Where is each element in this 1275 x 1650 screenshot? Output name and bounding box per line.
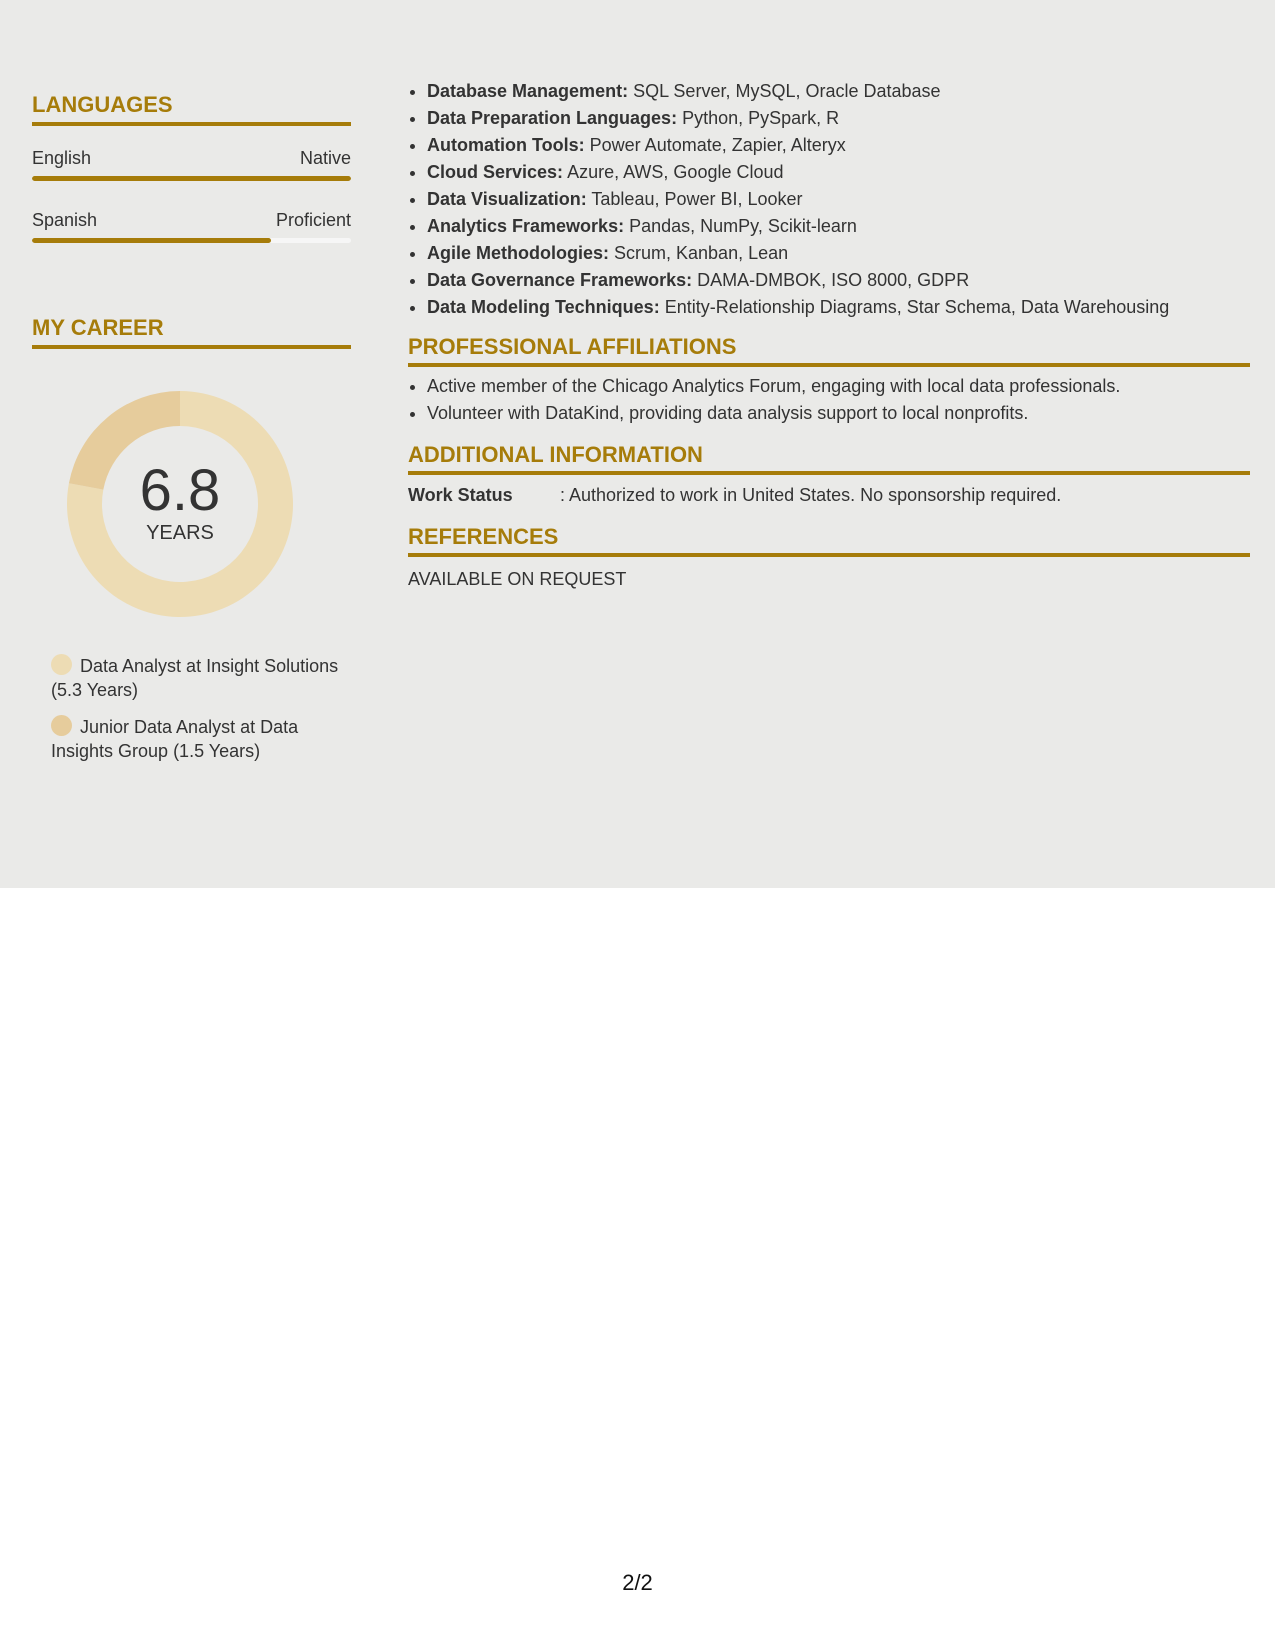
- language-bar: [32, 238, 351, 243]
- references-title: REFERENCES: [408, 523, 1250, 557]
- skill-item: [427, 213, 1250, 240]
- legend-label: Data Analyst at Insight Solutions (5.3 Years): [51, 656, 339, 700]
- skill-key: Cloud Services:: [427, 162, 564, 182]
- language-row: [32, 146, 351, 170]
- skill-item: [427, 294, 1250, 321]
- legend-label: Junior Data Analyst at Data Insights Group (1.5 Years): [51, 717, 299, 761]
- right-column: [408, 78, 1250, 591]
- legend-dot-icon: [51, 654, 72, 675]
- skill-value: Power Automate, Zapier, Alteryx: [589, 135, 846, 155]
- skills-list: [408, 78, 1250, 321]
- skill-key: Data Modeling Techniques:: [427, 297, 660, 317]
- legend-item: [51, 654, 341, 702]
- affiliation-item: • Volunteer with DataKind, providing data analysis support to local nonprofits.: [427, 400, 1250, 427]
- skill-value: Python, PySpark, R: [682, 108, 840, 128]
- skill-item: [427, 105, 1250, 132]
- language-item-english: [32, 146, 351, 181]
- work-status-key: Work Status: [408, 485, 513, 505]
- affiliation-item: • Active member of the Chicago Analytics Forum, engaging with local data professionals.: [427, 373, 1250, 400]
- skill-key: Automation Tools:: [427, 135, 585, 155]
- skill-key: Database Management:: [427, 81, 629, 101]
- legend-item: [51, 715, 341, 763]
- work-status-value: : Authorized to work in United States. No sponsorship required.: [560, 485, 1062, 505]
- skill-item: [427, 267, 1250, 294]
- language-name: Spanish: [32, 210, 98, 230]
- career-years-unit: YEARS: [146, 522, 214, 544]
- language-bar-fill: [32, 176, 351, 181]
- skill-value: SQL Server, MySQL, Oracle Database: [633, 81, 941, 101]
- skill-item: [427, 78, 1250, 105]
- career-title: MY CAREER: [32, 315, 351, 349]
- language-bar: [32, 176, 351, 181]
- skill-value: Entity-Relationship Diagrams, Star Schema, Data Warehousing: [664, 297, 1170, 317]
- skill-value: Azure, AWS, Google Cloud: [567, 162, 784, 182]
- left-column: [32, 92, 351, 763]
- language-bar-fill: [32, 238, 271, 243]
- language-level: Native: [299, 148, 351, 168]
- language-level: Proficient: [275, 210, 351, 230]
- skill-value: Scrum, Kanban, Lean: [614, 243, 789, 263]
- language-item-spanish: [32, 208, 351, 243]
- work-status-row: [408, 483, 1250, 507]
- skill-item: [427, 132, 1250, 159]
- legend-dot-icon: [51, 715, 72, 736]
- donut-center: [67, 391, 293, 617]
- career-donut: [67, 391, 293, 617]
- additional-info-title: ADDITIONAL INFORMATION: [408, 441, 1250, 475]
- skill-item: [427, 159, 1250, 186]
- skill-value: DAMA-DMBOK, ISO 8000, GDPR: [697, 270, 970, 290]
- skill-key: Data Governance Frameworks:: [427, 270, 693, 290]
- page-number: 2/2: [622, 1570, 653, 1595]
- skill-value: Tableau, Power BI, Looker: [591, 189, 803, 209]
- references-text: AVAILABLE ON REQUEST: [408, 569, 627, 589]
- affiliations-list: [408, 373, 1250, 427]
- skill-key: Agile Methodologies:: [427, 243, 609, 263]
- skill-item: [427, 186, 1250, 213]
- career-total-years: 6.8: [139, 458, 221, 523]
- language-name: English: [32, 148, 92, 168]
- skill-key: Data Visualization:: [427, 189, 587, 209]
- skill-item: [427, 240, 1250, 267]
- languages-title: LANGUAGES: [32, 92, 351, 126]
- affiliations-title: PROFESSIONAL AFFILIATIONS: [408, 333, 1250, 367]
- skill-key: Analytics Frameworks:: [427, 216, 625, 236]
- skill-key: Data Preparation Languages:: [427, 108, 678, 128]
- skill-value: Pandas, NumPy, Scikit-learn: [629, 216, 857, 236]
- language-row: [32, 208, 351, 232]
